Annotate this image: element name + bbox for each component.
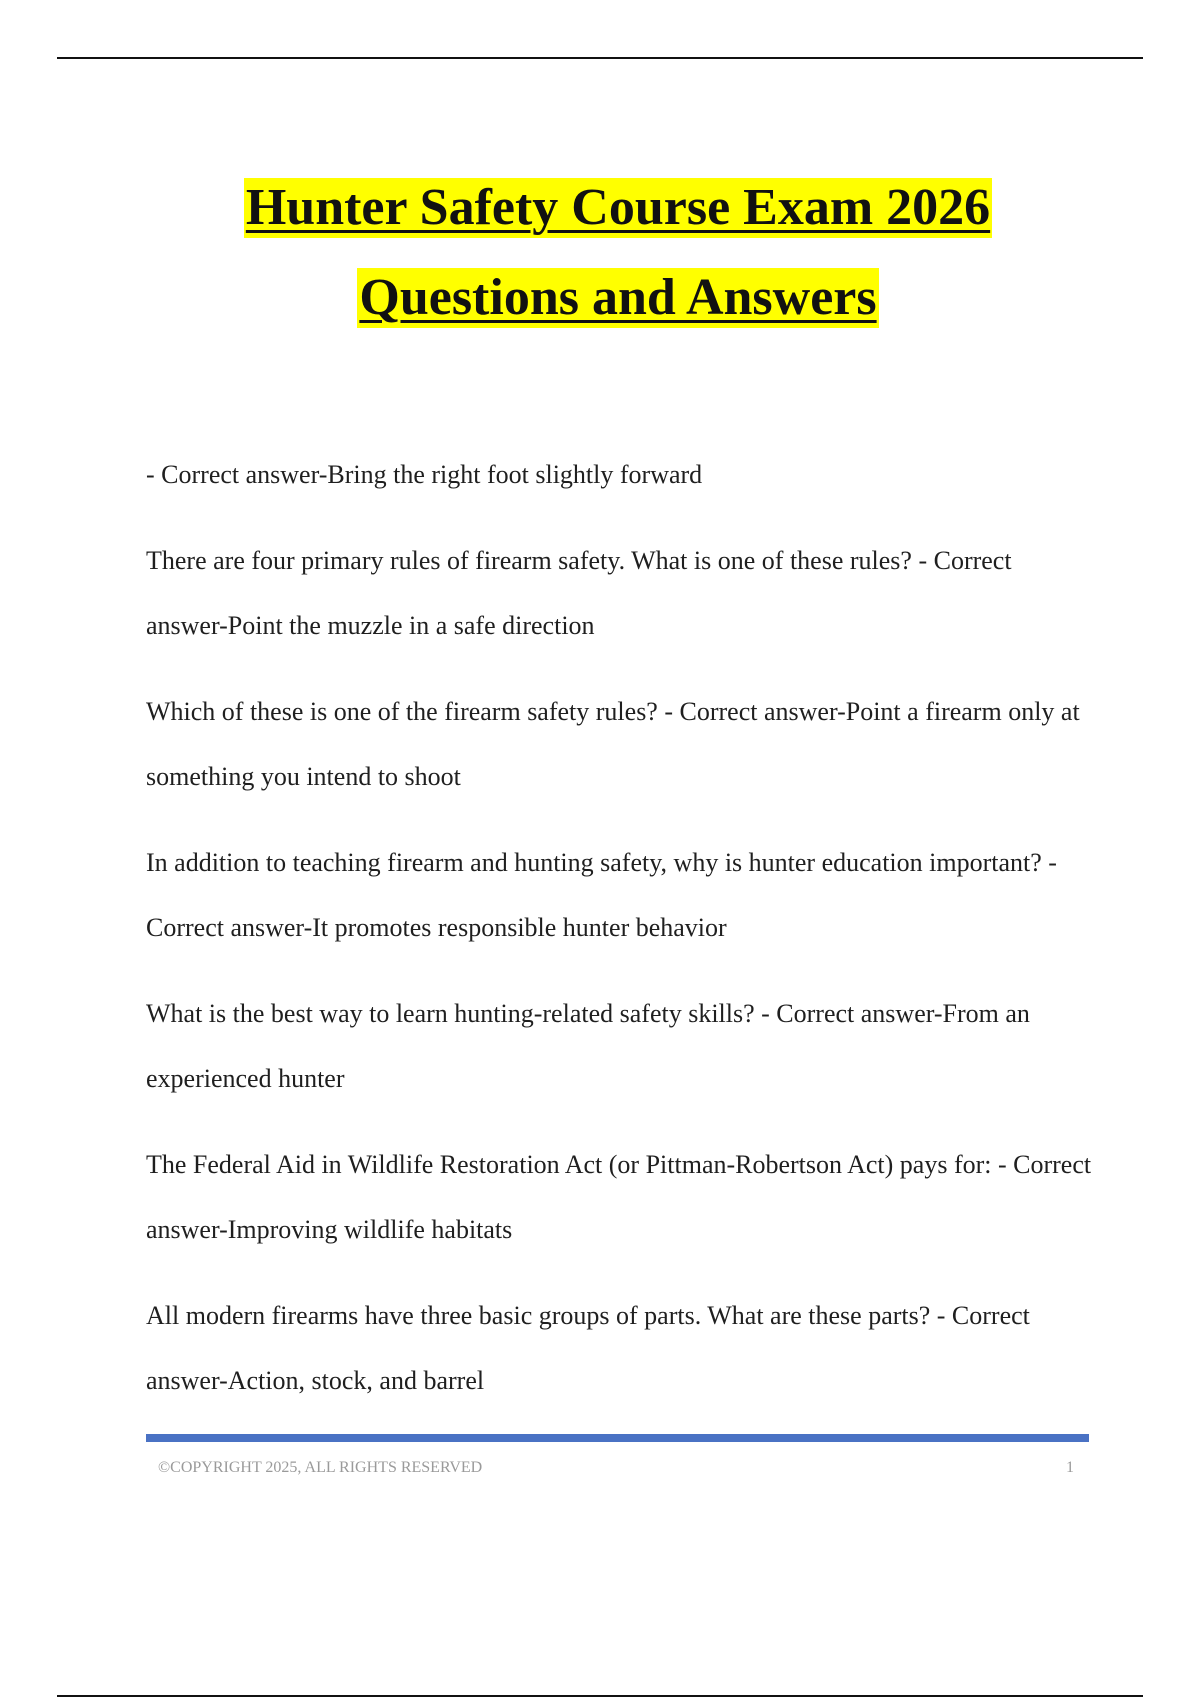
qa-entry-4: In addition to teaching firearm and hunting safety, why is hunter education important? - Correct answer-It promotes responsible hunter behavior (146, 848, 1057, 942)
bottom-rule (57, 1695, 1143, 1697)
footer-bar (146, 1434, 1089, 1442)
qa-entry-3: Which of these is one of the firearm safety rules? - Correct answer-Point a firearm only at something you intend to shoot (146, 697, 1080, 791)
qa-entry-1: - Correct answer-Bring the right foot slightly forward (146, 460, 703, 489)
title-line-2: Questions and Answers (359, 269, 877, 326)
document-title (0, 178, 1200, 358)
qa-entry-6: The Federal Aid in Wildlife Restoration Act (or Pittman-Robertson Act) pays for: - Correct answer-Improving wildlife habitats (146, 1150, 1092, 1244)
qa-list (146, 442, 1096, 1434)
footer-copyright: ©COPYRIGHT 2025, ALL RIGHTS RESERVED (158, 1459, 483, 1476)
qa-entry-7: All modern firearms have three basic groups of parts. What are these parts? - Correct answer-Action, stock, and barrel (146, 1301, 1030, 1395)
qa-entry-5: What is the best way to learn hunting-related safety skills? - Correct answer-From an experienced hunter (146, 999, 1030, 1093)
page-number: 1 (1066, 1459, 1074, 1476)
title-line-1: Hunter Safety Course Exam 2026 (245, 179, 991, 236)
top-rule (57, 57, 1143, 59)
qa-entry-2: There are four primary rules of firearm safety. What is one of these rules? - Correct answer-Point the muzzle in a safe direction (146, 546, 1012, 640)
